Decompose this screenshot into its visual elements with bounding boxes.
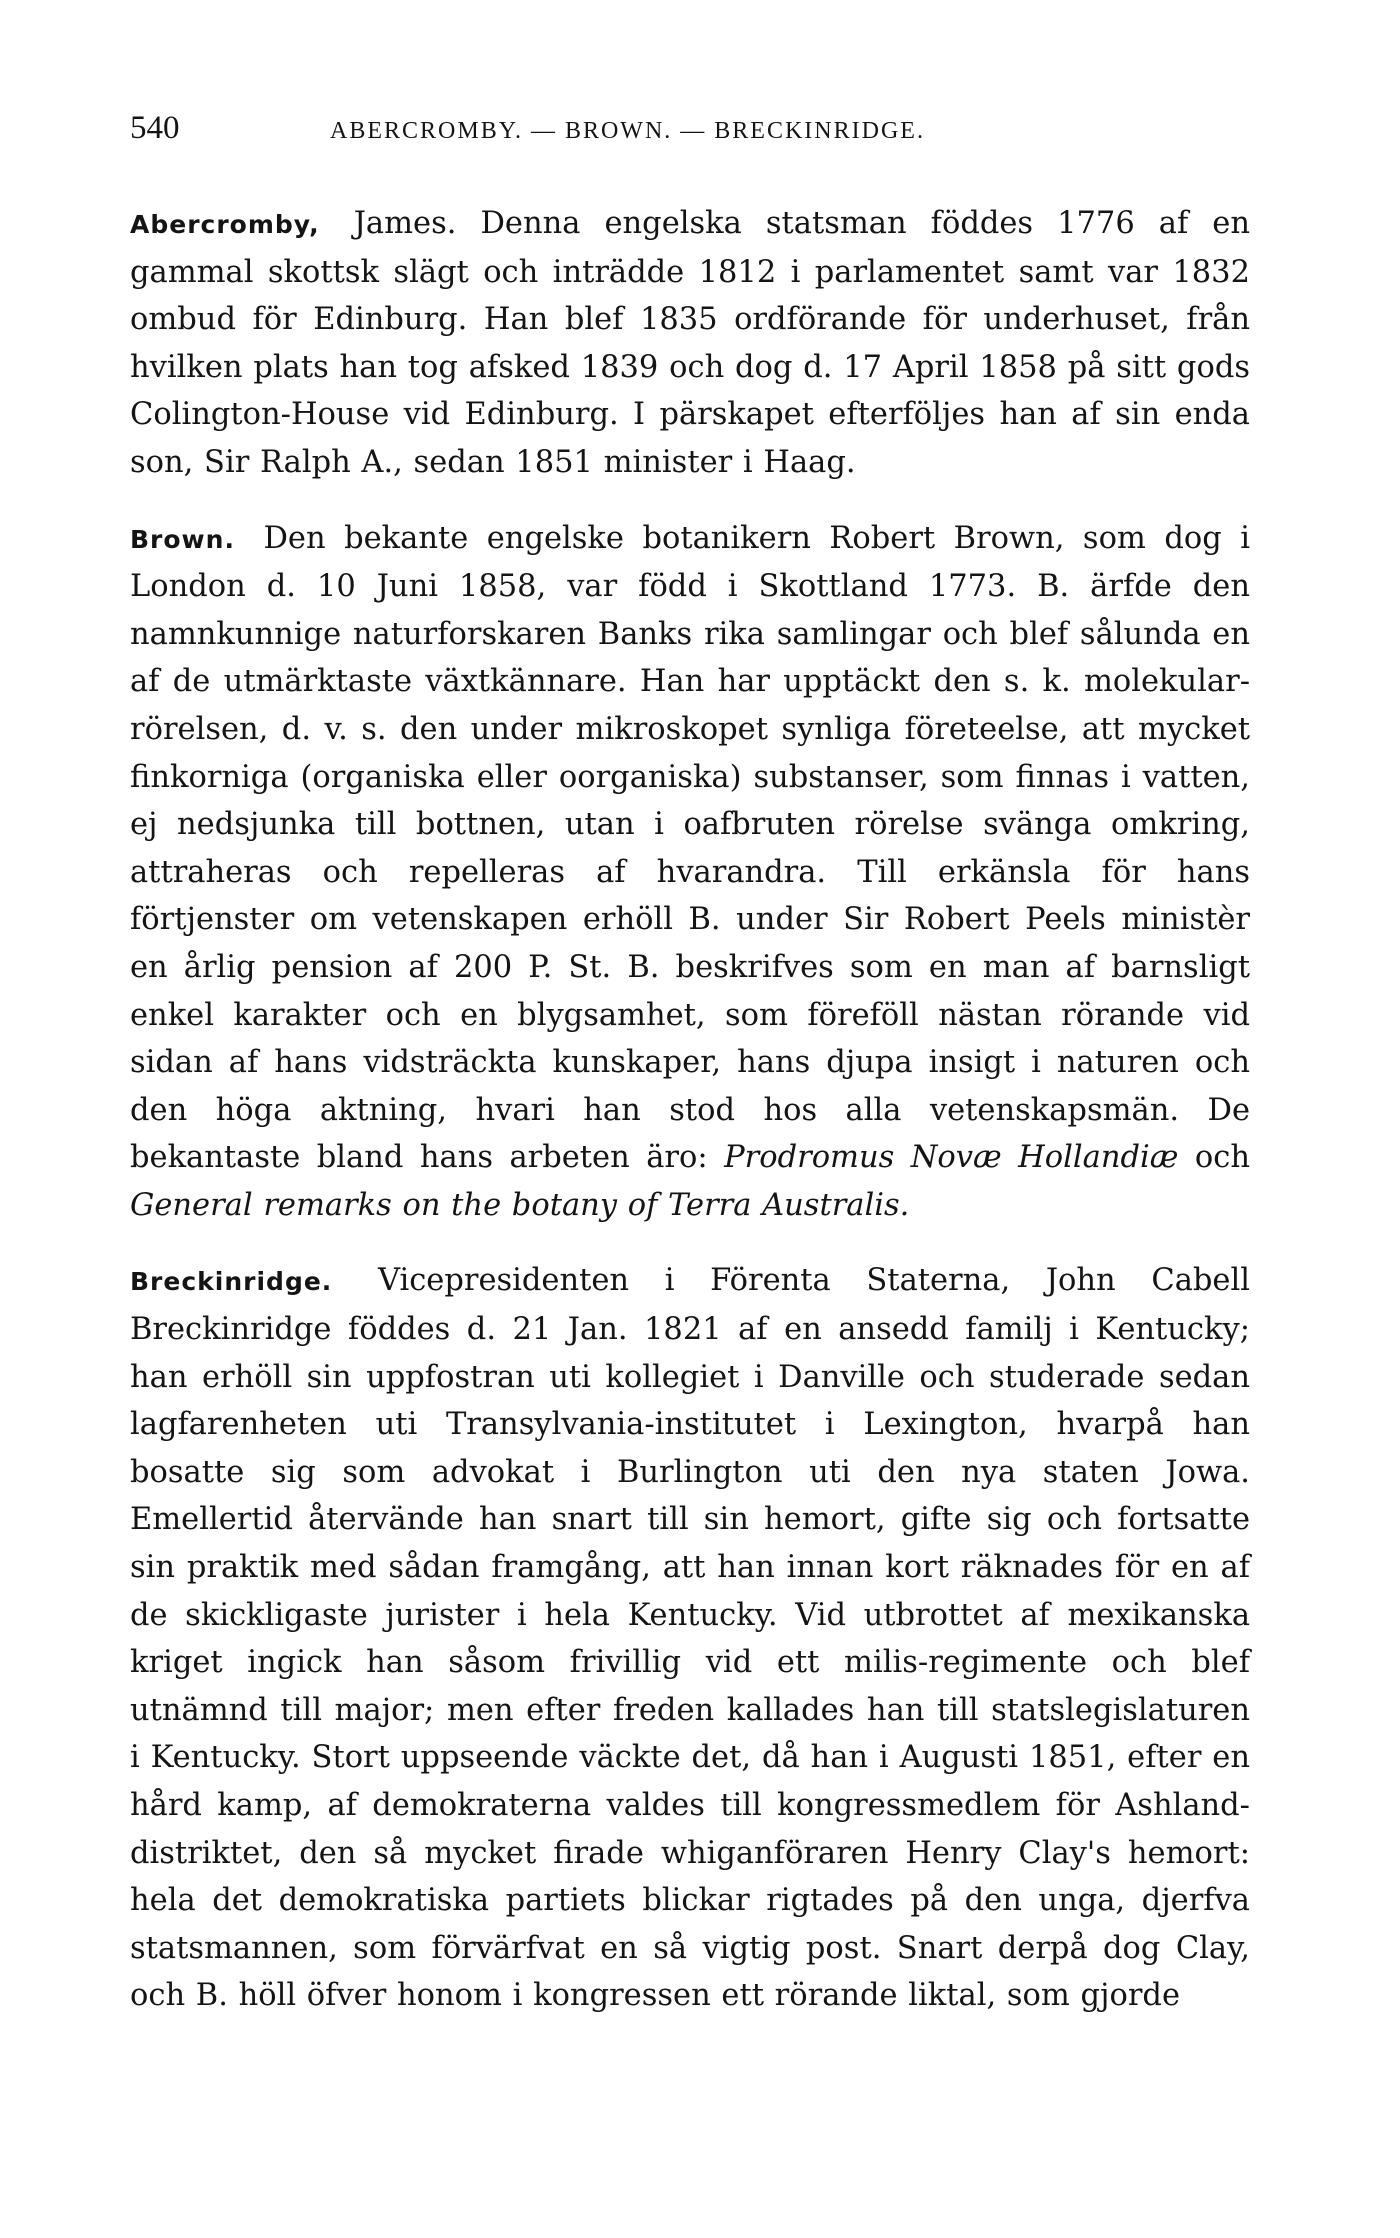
page-number: 540 bbox=[130, 110, 180, 146]
running-title: ABERCROMBY. — BROWN. — BRECKINRIDGE. bbox=[330, 118, 925, 144]
article-abercromby bbox=[130, 200, 1250, 487]
headword-brown: Brown. bbox=[130, 524, 235, 554]
headword-abercromby: Abercromby, bbox=[130, 210, 320, 239]
article-breckinridge bbox=[130, 1257, 1250, 2020]
document-page bbox=[130, 110, 1250, 2020]
article-text-abercromby: James. Denna engelska statsman föddes 1776 af en gammal skottsk slägt och inträdde 1812 i parlamentet samt var 1832 ombud för Edinburg. Han blef 1835 ordförande för underhuset, från hvilken plats han tog afsked 1839 och dog d. 17 April 1858 på sitt gods Colington-House vid Edinburg. I pärskapet efterföljes han af sin enda son, Sir Ralph A., sedan 1851 minister i Haag. bbox=[130, 206, 1250, 480]
article-brown bbox=[130, 515, 1250, 1230]
article-text-breckinridge: Vicepresidenten i Förenta Staterna, John Cabell Breckinridge föddes d. 21 Jan. 1821 af en ansedd familj i Kentucky; han erhöll sin uppfostran uti kollegiet i Danville och studerade sedan lagfarenheten uti Transylvania-institutet i Lexington, hvarpå han bosatte sig som advokat i Burlington uti den nya staten Jowa. Emellertid återvände han snart till sin hemort, gifte sig och fortsatte sin praktik med sådan framgång, att han innan kort räknades för en af de skickligaste jurister i hela Kentucky. Vid utbrottet af mexikanska kriget ingick han såsom frivillig vid ett milis-regimente och blef utnämnd till major; men efter freden kallades han till statslegislaturen i Kentucky. Stort uppseende väckte det, då han i Augusti 1851, efter en hård kamp, af demokraterna valdes till kongressmedlem för Ashland-distriktet, den så mycket firade whiganföraren Henry Clay's hemort: hela det demokratiska partiets blickar rigtades på den unga, djerfva statsmannen, som förvärfvat en så vigtig post. Snart derpå dog Clay, och B. höll öfver honom i kongressen ett rörande liktal, som gjorde bbox=[130, 1263, 1250, 2014]
headword-breckinridge: Breckinridge. bbox=[130, 1267, 333, 1297]
article-text-brown: Den bekante engelske botanikern Robert Brown, som dog i London d. 10 Juni 1858, var född i Skottland 1773. B. ärfde den namnkunnige naturforskaren Banks rika samlingar och blef sålunda en af de utmärktaste växtkännare. Han har upptäckt den s. k. molekular-rörelsen, d. v. s. den under mikroskopet synliga företeelse, att mycket finkorniga (organiska eller oorganiska) substanser, som finnas i vatten, ej nedsjunka till bottnen, utan i oafbruten rörelse svänga omkring, attraheras och repelleras af hvarandra. Till erkänsla för hans förtjenster om vetenskapen erhöll B. under Sir Robert Peels ministèr en årlig pension af 200 P. St. B. beskrifves som en man af barnsligt enkel karakter och en blygsamhet, som föreföll nästan rörande vid sidan af hans vidsträckta kunskaper, hans djupa insigt i naturen och den höga aktning, hvari han stod hos alla vetenskapsmän. De bekantaste bland hans arbeten äro: bbox=[130, 520, 1250, 1176]
running-header bbox=[130, 110, 1250, 170]
conjunction-text: och bbox=[1194, 1140, 1250, 1176]
book-title-prodromus: Prodromus Novæ Hollandiæ bbox=[724, 1140, 1179, 1176]
book-title-general-remarks: General remarks on the botany of Terra Australis. bbox=[130, 1187, 910, 1223]
